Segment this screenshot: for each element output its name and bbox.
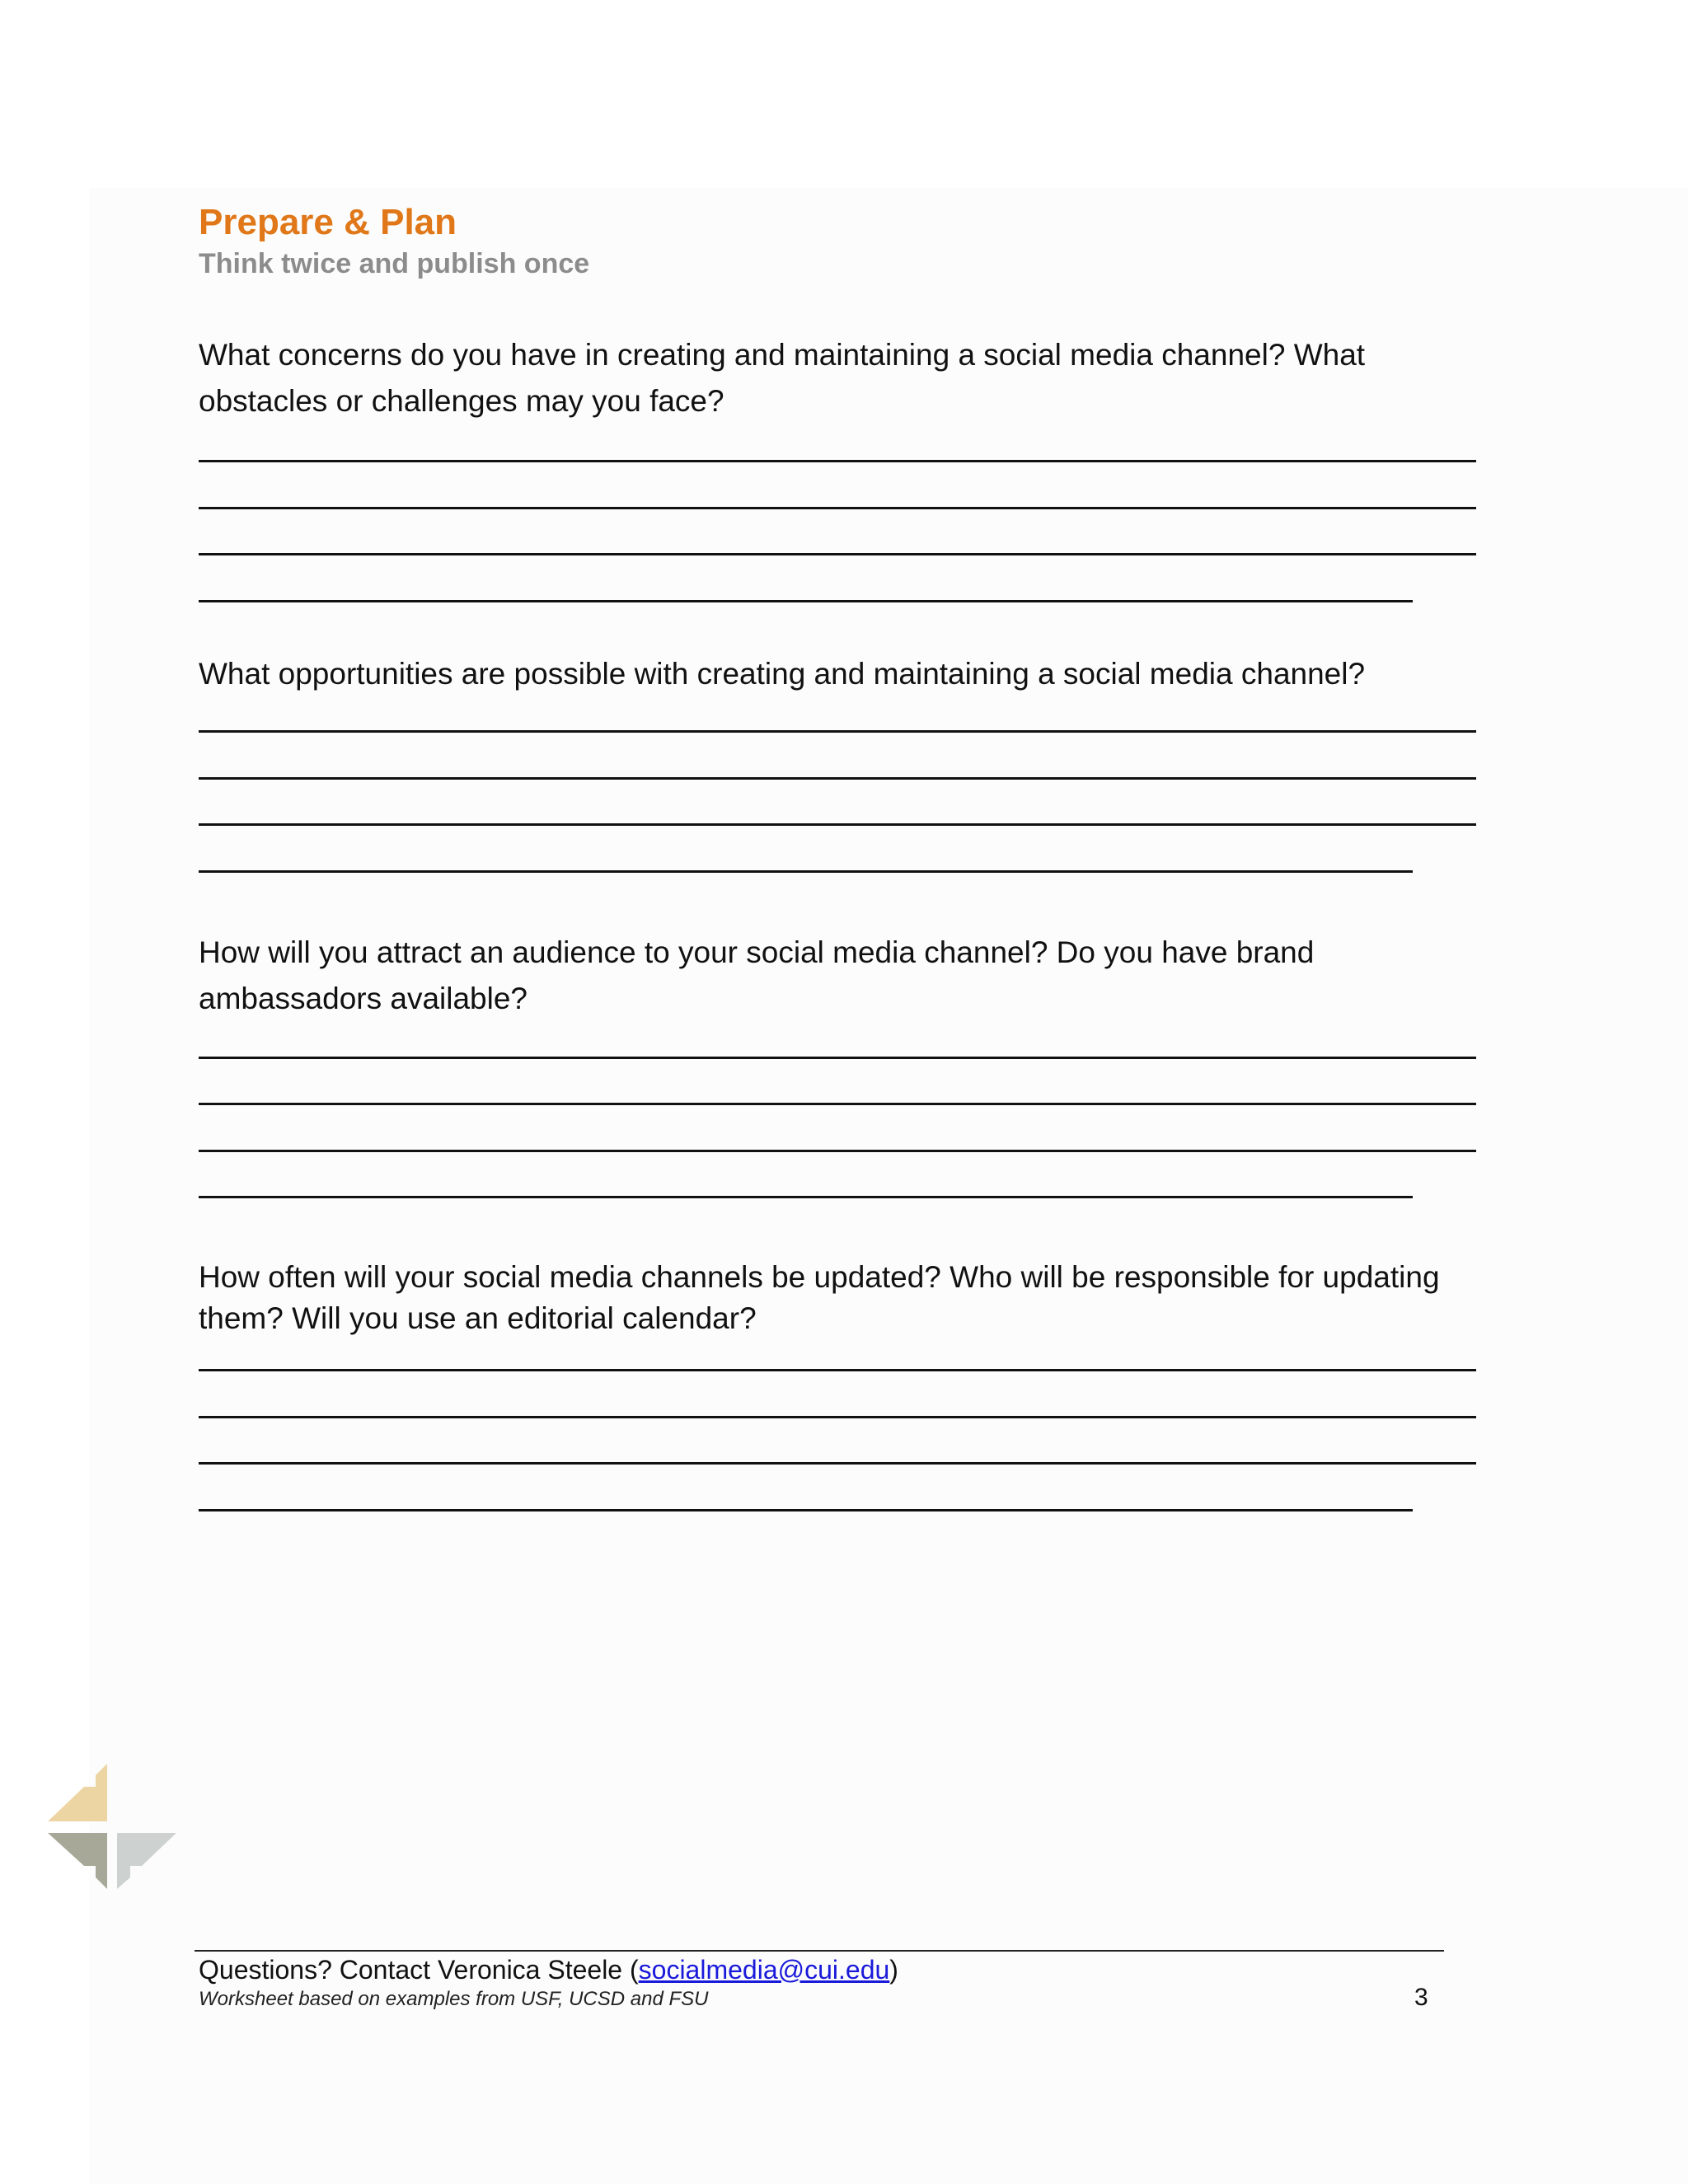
- answer-line[interactable]: [199, 600, 1413, 602]
- answer-line[interactable]: [199, 1057, 1476, 1059]
- question-2: What opportunities are possible with creating and maintaining a social media channel?: [199, 657, 1366, 691]
- answer-line[interactable]: [199, 507, 1476, 509]
- footer-note: Worksheet based on examples from USF, UCSD and FSU: [199, 1988, 709, 2010]
- question-1: What concerns do you have in creating and maintaining a social media channel? What obstacles or challenges may you face?: [199, 338, 1366, 418]
- footer-contact-suffix: ): [889, 1955, 898, 1985]
- footer-divider: [195, 1950, 1444, 1952]
- footer-contact-prefix: Questions? Contact Veronica Steele (: [199, 1955, 639, 1985]
- question-3: How will you attract an audience to your social media channel? Do you have brand ambassadors available?: [199, 935, 1315, 1015]
- page-number: 3: [1414, 1984, 1428, 2011]
- answer-line[interactable]: [199, 1196, 1413, 1198]
- answer-line[interactable]: [199, 730, 1476, 733]
- cross-logo-icon: [48, 1764, 176, 1892]
- answer-line[interactable]: [199, 1150, 1476, 1152]
- answer-line[interactable]: [199, 1103, 1476, 1105]
- page-subtitle: Think twice and publish once: [199, 248, 590, 279]
- answer-line[interactable]: [199, 823, 1476, 826]
- answer-line[interactable]: [199, 553, 1476, 555]
- answer-line[interactable]: [199, 777, 1476, 780]
- contact-email-link[interactable]: socialmedia@cui.edu: [638, 1955, 890, 1985]
- answer-line[interactable]: [199, 1509, 1413, 1511]
- answer-line[interactable]: [199, 460, 1476, 462]
- answer-line[interactable]: [199, 870, 1413, 873]
- footer-contact: [199, 1953, 898, 1986]
- answer-line[interactable]: [199, 1462, 1476, 1465]
- answer-line[interactable]: [199, 1369, 1476, 1371]
- page-background: [89, 188, 1688, 2184]
- answer-line[interactable]: [199, 1416, 1476, 1418]
- page-title: Prepare & Plan: [199, 202, 457, 242]
- question-4: How often will your social media channels be updated? Who will be responsible for updating them? Will you use an editorial calendar?: [199, 1260, 1440, 1335]
